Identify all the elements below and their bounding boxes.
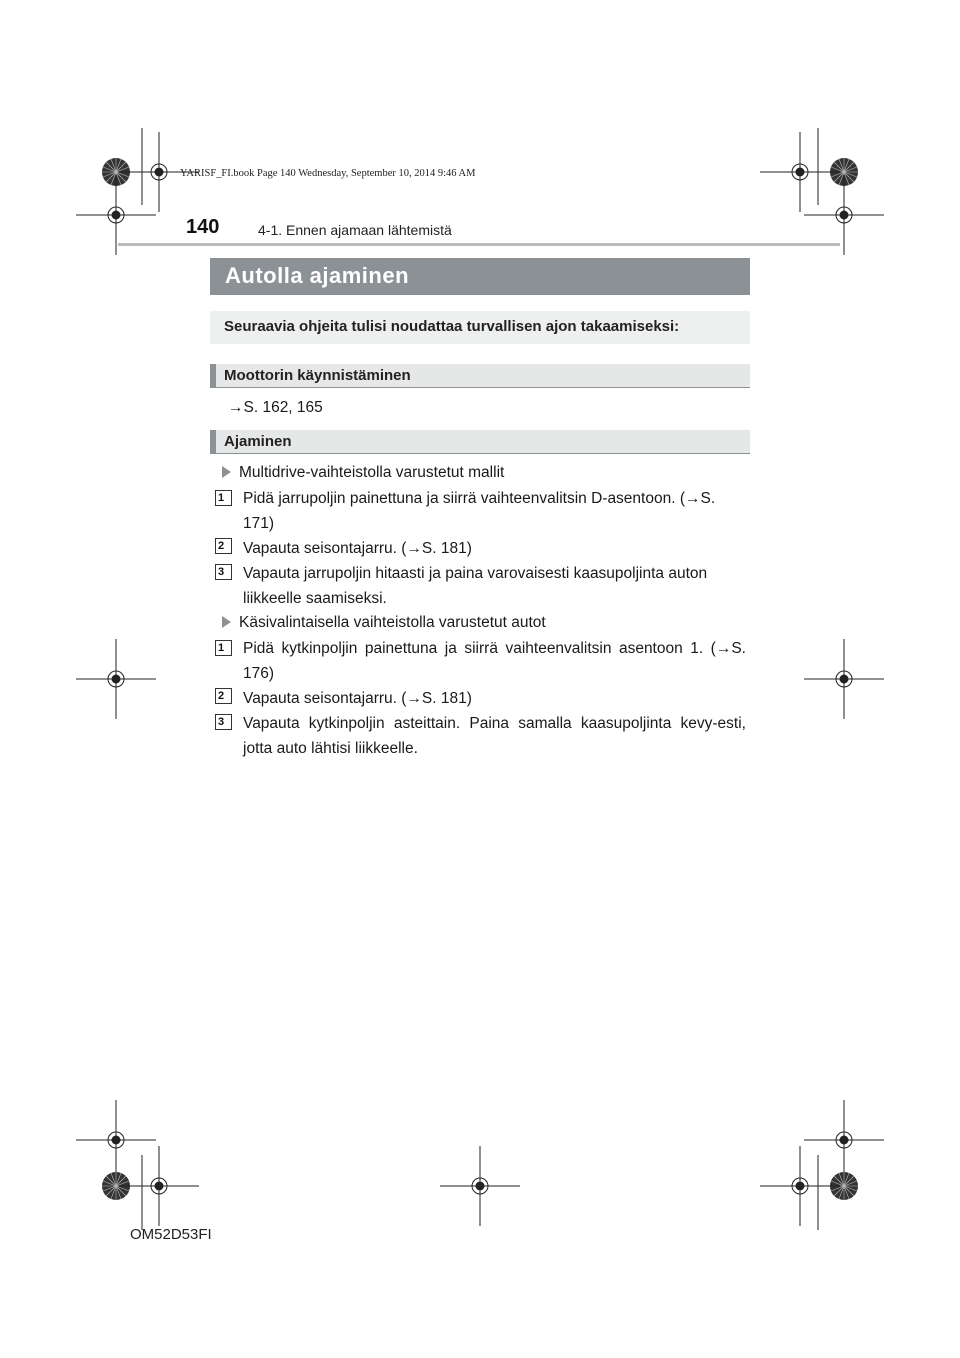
page-title: Autolla ajaminen [225,263,410,288]
step-number: 1 [215,490,232,506]
starting-reference: →S. 162, 165 [228,399,323,416]
book-info: YARISF_FI.book Page 140 Wednesday, September 10, 2014 9:46 AM [180,168,476,179]
subheading-starting-label: Moottorin käynnistäminen [224,367,411,384]
header-rule [118,243,840,246]
step-text: Pidä jarrupoljin painettuna ja siirrä vaihteenvalitsin D-asentoon. (→S. 171) [243,490,716,532]
step-text: Vapauta seisontajarru. (→S. 181) [243,540,472,557]
intro-box [210,311,750,344]
subheading-bar [210,430,216,453]
intro-text: Seuraavia ohjeita tulisi noudattaa turvallisen ajon takaamiseksi: [224,318,680,335]
step-text: Pidä kytkinpoljin painettuna ja siirrä vaihteenvalitsin asentoon 1. (→S. 176) [243,640,746,682]
multidrive-label: Multidrive-vaihteistolla varustetut mallit [239,464,505,481]
subheading-driving [210,430,750,454]
subheading-starting [210,364,750,388]
triangle-bullet-icon [222,616,231,628]
document-code: OM52D53FI [130,1226,212,1243]
manual-bullet [222,610,546,635]
step-text: Vapauta kytkinpoljin asteittain. Paina samalla kaasupoljinta kevy-esti, jotta auto lähtisi liikkeelle. [243,715,746,757]
manual-label: Käsivalintaisella vaihteistolla varustetut autot [239,614,546,631]
subheading-driving-label: Ajaminen [224,433,292,450]
step-number: 3 [215,564,232,580]
multidrive-bullet [222,460,504,485]
triangle-bullet-icon [222,466,231,478]
step-text: Vapauta jarrupoljin hitaasti ja paina varovaisesti kaasupoljinta auton liikkeelle saamiseksi. [243,565,708,607]
step-number: 2 [215,688,232,704]
title-banner [210,258,750,295]
step-text: Vapauta seisontajarru. (→S. 181) [243,690,472,707]
page-number: 140 [186,216,220,238]
section-header: 4-1. Ennen ajamaan lähtemistä [258,222,452,238]
step-number: 1 [215,640,232,656]
step-number: 3 [215,714,232,730]
step-number: 2 [215,538,232,554]
subheading-bar [210,364,216,387]
